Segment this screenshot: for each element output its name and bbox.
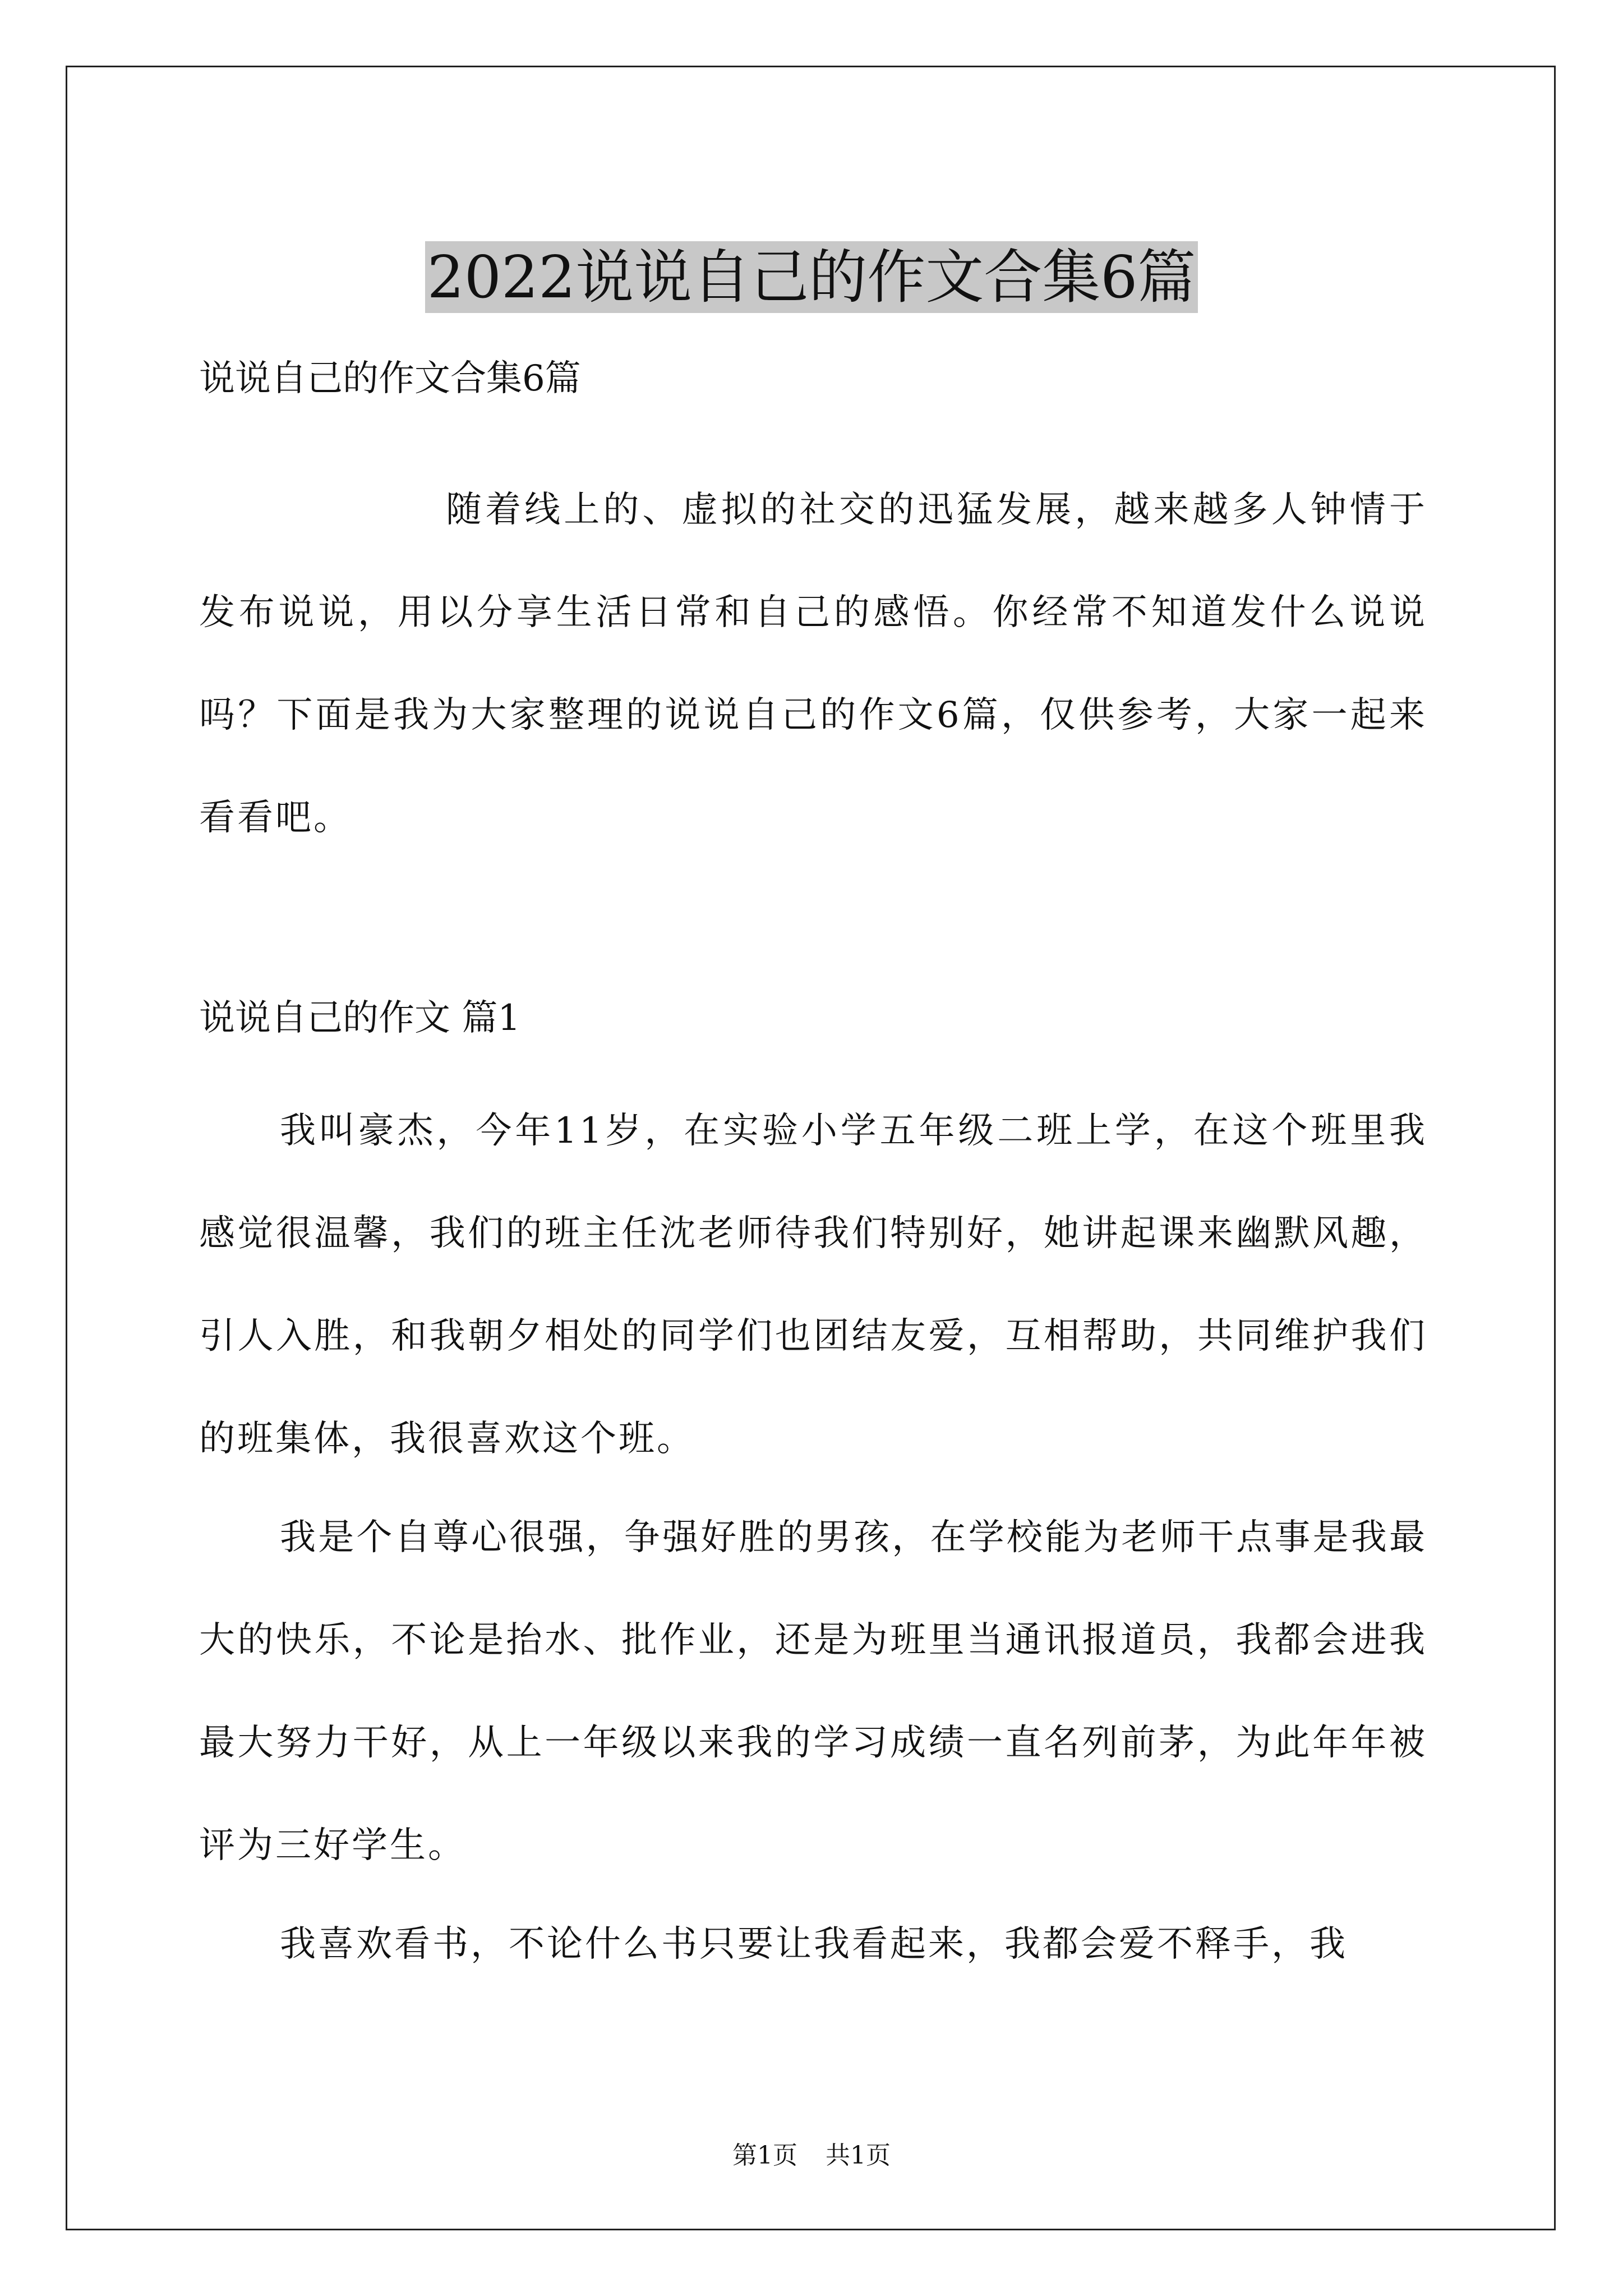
title-wrapper	[0, 202, 1623, 352]
document-subtitle: 说说自己的作文合集6篇	[199, 358, 581, 399]
page-number: 第1页	[732, 2141, 797, 2170]
body-paragraph-1: 我叫豪杰，今年11岁，在实验小学五年级二班上学，在这个班里我感觉很温馨，我们的班主任沈老师待我们特别好，她讲起课来幽默风趣，引人入胜，和我朝夕相处的同学们也团结友爱，互相帮助，共同维护我们的班集体，我很喜欢这个班。	[199, 1110, 1427, 1460]
section-heading: 说说自己的作文 篇1	[199, 997, 521, 1039]
body-paragraph-2: 我是个自尊心很强，争强好胜的男孩，在学校能为老师干点事是我最大的快乐，不论是抬水、批作业，还是为班里当通讯报道员，我都会进我最大努力干好，从上一年级以来我的学习成绩一直名列前茅，为此年年被评为三好学生。	[199, 1517, 1427, 1866]
page-footer	[0, 2140, 1623, 2171]
page-total: 共1页	[826, 2141, 891, 2170]
intro-paragraph: 随着线上的、虚拟的社交的迅猛发展，越来越多人钟情于发布说说，用以分享生活日常和自己的感悟。你经常不知道发什么说说吗？下面是我为大家整理的说说自己的作文6篇，仅供参考，大家一起来看看吧。	[199, 489, 1427, 839]
document-title: 2022说说自己的作文合集6篇	[425, 241, 1198, 313]
body-paragraph-3: 我喜欢看书，不论什么书只要让我看起来，我都会爱不释手，我	[280, 1924, 1348, 1965]
